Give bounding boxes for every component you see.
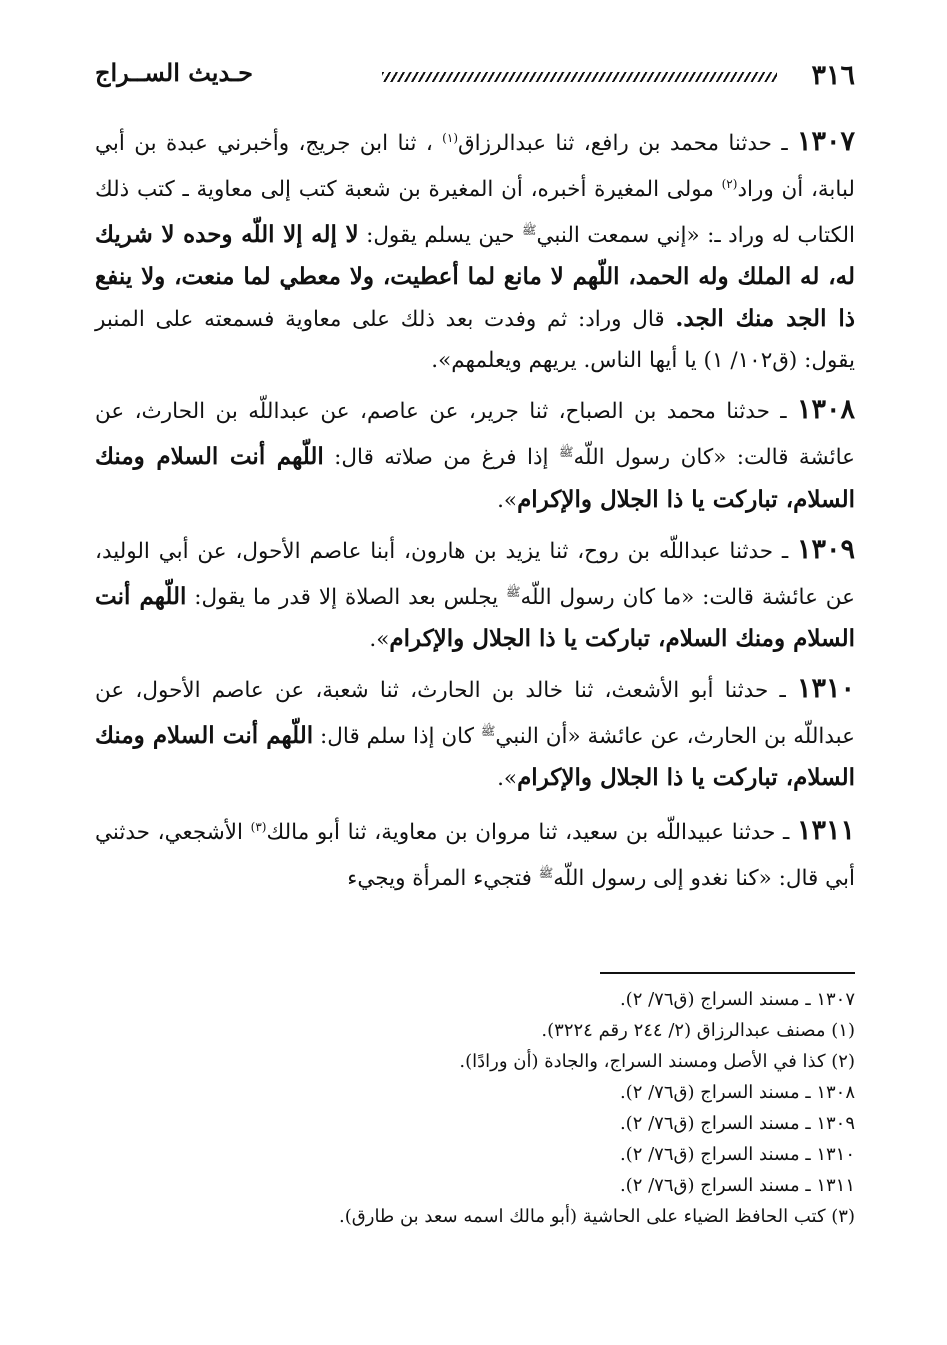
salla-ligature: ﷺ [538,866,554,881]
hadith-text: ». [497,765,518,791]
hadith-text: ـ حدثنا محمد بن رافع، ثنا عبدالرزاق [458,131,797,157]
hadith-text: يجلس بعد الصلاة إلا قدر ما يقول: [186,584,506,610]
dhikr-text: اللّهم أنت السلام ومنك السلام، تباركت يا ذا الجلال والإكرام [95,443,855,513]
hadith-text: مولى المغيرة أخبره، أن المغيرة بن شعبة كتب إلى معاوية ـ كتب ذلك الكتاب له وراد ـ: «إني سمعت النبي [95,177,856,249]
footnote-1: (١) مصنف عبدالرزاق (٢/ ٢٤٤ رقم ٣٢٢٤). [541,1020,855,1041]
hadith-text: ـ حدثنا عبيداللّه بن سعيد، ثنا مروان بن معاوية، ثنا أبو مالك [266,820,797,846]
hadith-1307 [95,118,855,381]
hadith-text: كان إذا سلم قال: [313,723,481,749]
salla-ligature: ﷺ [480,723,496,738]
header-ornament-rule [382,72,777,82]
main-text [95,118,855,899]
hadith-text: الأشجعي، حدثني أبي قال: «كنا نغدو إلى رسول اللّه [95,820,855,892]
hadith-text: ». [497,487,518,513]
footnote-2: (٢) كذا في الأصل ومسند السراج، والجادة (أن ورادًا). [459,1051,855,1072]
footnote-marker: (٣) [250,819,267,834]
hadith-1308 [95,389,855,520]
footnote-marker: (١) [442,131,458,145]
salla-ligature: ﷺ [505,584,521,599]
hadith-text: حين يسلم يقول: [358,223,522,249]
hadith-text: ـ حدثنا محمد بن الصباح، ثنا جرير، عن عاصم، عن عبداللّه بن الحارث، عن عائشة قالت: «كان رسول اللّه [95,399,856,471]
hadith-1309 [95,529,855,660]
hadith-text: فتجيء المرأة ويجيء [347,866,539,892]
footnote-3: (٣) كتب الحافظ الضياء على الحاشية (أبو مالك اسمه سعد بن طارق). [339,1206,855,1227]
document-page [95,52,856,1227]
hadith-text: ، ثنا ابن جريج، وأخبرني عبدة بن أبي لبابة، أن وراد [95,131,855,203]
hadith-number: ١٣١١ [797,815,856,847]
hadith-number: ١٣٠٧ [796,126,855,158]
hadith-text: إذا فرغ من صلاته قال: [323,445,559,471]
footnotes-section [95,972,855,1232]
running-title: حـديث الســراج [95,58,253,87]
hadith-1310 [95,668,855,799]
page-number: ٣١٦ [811,60,855,91]
page-header [95,52,855,92]
footnote-source-1311: ١٣١١ ـ مسند السراج (ق٧٦/ ٢). [619,1175,855,1196]
hadith-1311 [95,807,855,899]
footnote-source-1310: ١٣١٠ ـ مسند السراج (ق٧٦/ ٢). [619,1144,855,1165]
footnote-source-1307: ١٣٠٧ ـ مسند السراج (ق٧٦/ ٢). [619,989,855,1010]
footnote-source-1308: ١٣٠٨ ـ مسند السراج (ق٧٦/ ٢). [619,1082,855,1103]
hadith-text: ـ حدثنا عبداللّه بن روح، ثنا يزيد بن هارون، أبنا عاصم الأحول، عن أبي الوليد، عن عائشة قالت: «ما كان رسول اللّه [95,538,855,610]
dhikr-text: لا إله إلا اللّه وحده لا شريك له، له الملك وله الحمد، اللّهم لا مانع لما أعطيت، ولا معطي لما منعت، ولا ينفع ذا الجد منك الجد. [95,221,855,333]
hadith-text: ». [369,626,390,652]
hadith-text: ـ حدثنا أبو الأشعث، ثنا خالد بن الحارث، ثنا شعبة، عن عاصم الأحول، عن عبداللّه بن الحارث، عن عائشة «أن النبي [95,677,855,749]
salla-ligature: ﷺ [558,445,574,460]
hadith-text: قال وراد: ثم وفدت بعد ذلك على معاوية فسمعته على المنبر يقول: (ق١٠٢/ ١) يا أيها الناس. يريهم ويعلمهم». [95,307,855,374]
hadith-number: ١٣١٠ [796,672,855,704]
hadith-number: ١٣٠٨ [796,394,855,426]
dhikr-text: اللّهم أنت السلام ومنك السلام، تباركت يا ذا الجلال والإكرام [95,582,855,652]
footnote-separator [600,972,855,974]
dhikr-text: اللّهم أنت السلام ومنك السلام، تباركت يا ذا الجلال والإكرام [95,721,855,791]
hadith-number: ١٣٠٩ [796,533,855,565]
salla-ligature: ﷺ [521,223,537,238]
footnote-source-1309: ١٣٠٩ ـ مسند السراج (ق٧٦/ ٢). [619,1113,855,1134]
footnote-marker: (٢) [721,177,738,192]
